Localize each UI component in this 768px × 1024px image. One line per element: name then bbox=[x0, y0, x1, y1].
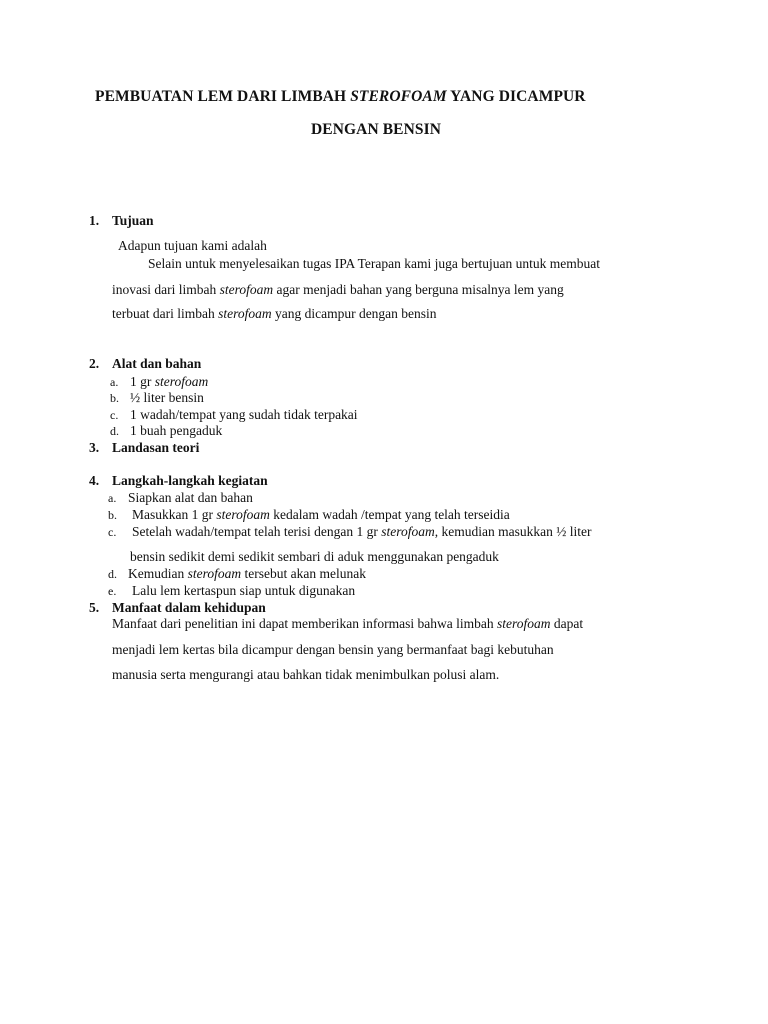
section-3-heading bbox=[89, 440, 199, 456]
text-span: Kemudian bbox=[128, 566, 188, 581]
section-1-number: 1. bbox=[89, 213, 100, 228]
text-span: 1 gr bbox=[130, 374, 155, 389]
section-1-paragraph-line-1: Selain untuk menyelesaikan tugas IPA Terapan kami juga bertujuan untuk membuat bbox=[148, 256, 600, 271]
section-2-heading bbox=[89, 356, 201, 372]
text-span: dapat bbox=[550, 616, 584, 631]
section-1-title: Tujuan bbox=[112, 213, 154, 228]
section-1-heading bbox=[89, 213, 154, 229]
italic-term: sterofoam bbox=[381, 524, 435, 539]
text-span: tersebut akan melunak bbox=[241, 566, 366, 581]
section-2-title: Alat dan bahan bbox=[112, 356, 202, 371]
section-5-paragraph-line-1 bbox=[112, 616, 583, 632]
section-1-paragraph-line-2 bbox=[112, 282, 564, 298]
list-letter: c. bbox=[110, 408, 119, 422]
section-5-paragraph-line-2: menjadi lem kertas bila dicampur dengan bensin yang bermanfaat bagi kebutuhan bbox=[112, 642, 554, 657]
list-letter: e. bbox=[108, 584, 117, 598]
section-1-intro: Adapun tujuan kami adalah bbox=[118, 238, 267, 253]
text-span: inovasi dari limbah bbox=[112, 282, 220, 297]
text-span: , kemudian masukkan ½ liter bbox=[434, 524, 592, 539]
section-5-paragraph-line-3: manusia serta mengurangi atau bahkan tidak menimbulkan polusi alam. bbox=[112, 667, 500, 682]
text-span: ½ liter bensin bbox=[130, 390, 204, 405]
section-5-number: 5. bbox=[89, 600, 100, 615]
list-item bbox=[108, 490, 253, 506]
text-span: Setelah wadah/tempat telah terisi dengan 1 gr bbox=[132, 524, 382, 539]
section-5-heading bbox=[89, 600, 266, 616]
list-letter: a. bbox=[110, 375, 119, 389]
list-item-continuation: bensin sedikit demi sedikit sembari di aduk menggunakan pengaduk bbox=[130, 549, 499, 564]
text-span: kedalam wadah /tempat yang telah terseidia bbox=[269, 507, 510, 522]
list-letter: d. bbox=[110, 424, 119, 438]
italic-term: sterofoam bbox=[497, 616, 551, 631]
list-item bbox=[110, 423, 222, 439]
text-span: terbuat dari limbah bbox=[112, 306, 219, 321]
title-text-a: PEMBUATAN LEM DARI LIMBAH bbox=[95, 88, 351, 105]
list-item bbox=[110, 390, 204, 406]
italic-term: sterofoam bbox=[218, 306, 272, 321]
text-span: yang dicampur dengan bensin bbox=[271, 306, 437, 321]
section-3-number: 3. bbox=[89, 440, 100, 455]
list-item bbox=[110, 374, 208, 390]
text-span: 1 buah pengaduk bbox=[130, 423, 223, 438]
text-span: Siapkan alat dan bahan bbox=[128, 490, 253, 505]
italic-term: sterofoam bbox=[154, 374, 209, 389]
list-item bbox=[110, 407, 358, 423]
text-span: Manfaat dari penelitian ini dapat memberikan informasi bahwa limbah bbox=[112, 616, 497, 631]
list-letter: a. bbox=[108, 491, 117, 505]
title-text-italic: STEROFOAM bbox=[350, 88, 447, 105]
section-2-number: 2. bbox=[89, 356, 100, 371]
italic-term: sterofoam bbox=[216, 507, 270, 522]
text-span: 1 wadah/tempat yang sudah tidak terpakai bbox=[130, 407, 358, 422]
section-1-paragraph-line-3 bbox=[112, 306, 437, 322]
list-item bbox=[108, 507, 510, 523]
section-4-number: 4. bbox=[89, 473, 100, 488]
list-item bbox=[108, 566, 366, 582]
list-letter: d. bbox=[108, 567, 117, 581]
section-4-title: Langkah-langkah kegiatan bbox=[112, 473, 268, 488]
list-letter: b. bbox=[110, 391, 119, 405]
section-4-heading bbox=[89, 473, 268, 489]
text-span: Masukkan 1 gr bbox=[132, 507, 217, 522]
list-letter: c. bbox=[108, 525, 117, 539]
text-span: agar menjadi bahan yang berguna misalnya lem yang bbox=[273, 282, 564, 297]
list-letter: b. bbox=[108, 508, 117, 522]
text-span: Lalu lem kertaspun siap untuk digunakan bbox=[132, 583, 356, 598]
list-item bbox=[108, 583, 355, 599]
section-3-title: Landasan teori bbox=[112, 440, 200, 455]
document-title-line-2: DENGAN BENSIN bbox=[311, 121, 442, 138]
section-5-title: Manfaat dalam kehidupan bbox=[112, 600, 266, 615]
italic-term: sterofoam bbox=[219, 282, 274, 297]
list-item bbox=[108, 524, 592, 540]
italic-term: sterofoam bbox=[187, 566, 242, 581]
title-text-c: YANG DICAMPUR bbox=[446, 88, 586, 105]
document-title-line-1 bbox=[95, 88, 586, 106]
